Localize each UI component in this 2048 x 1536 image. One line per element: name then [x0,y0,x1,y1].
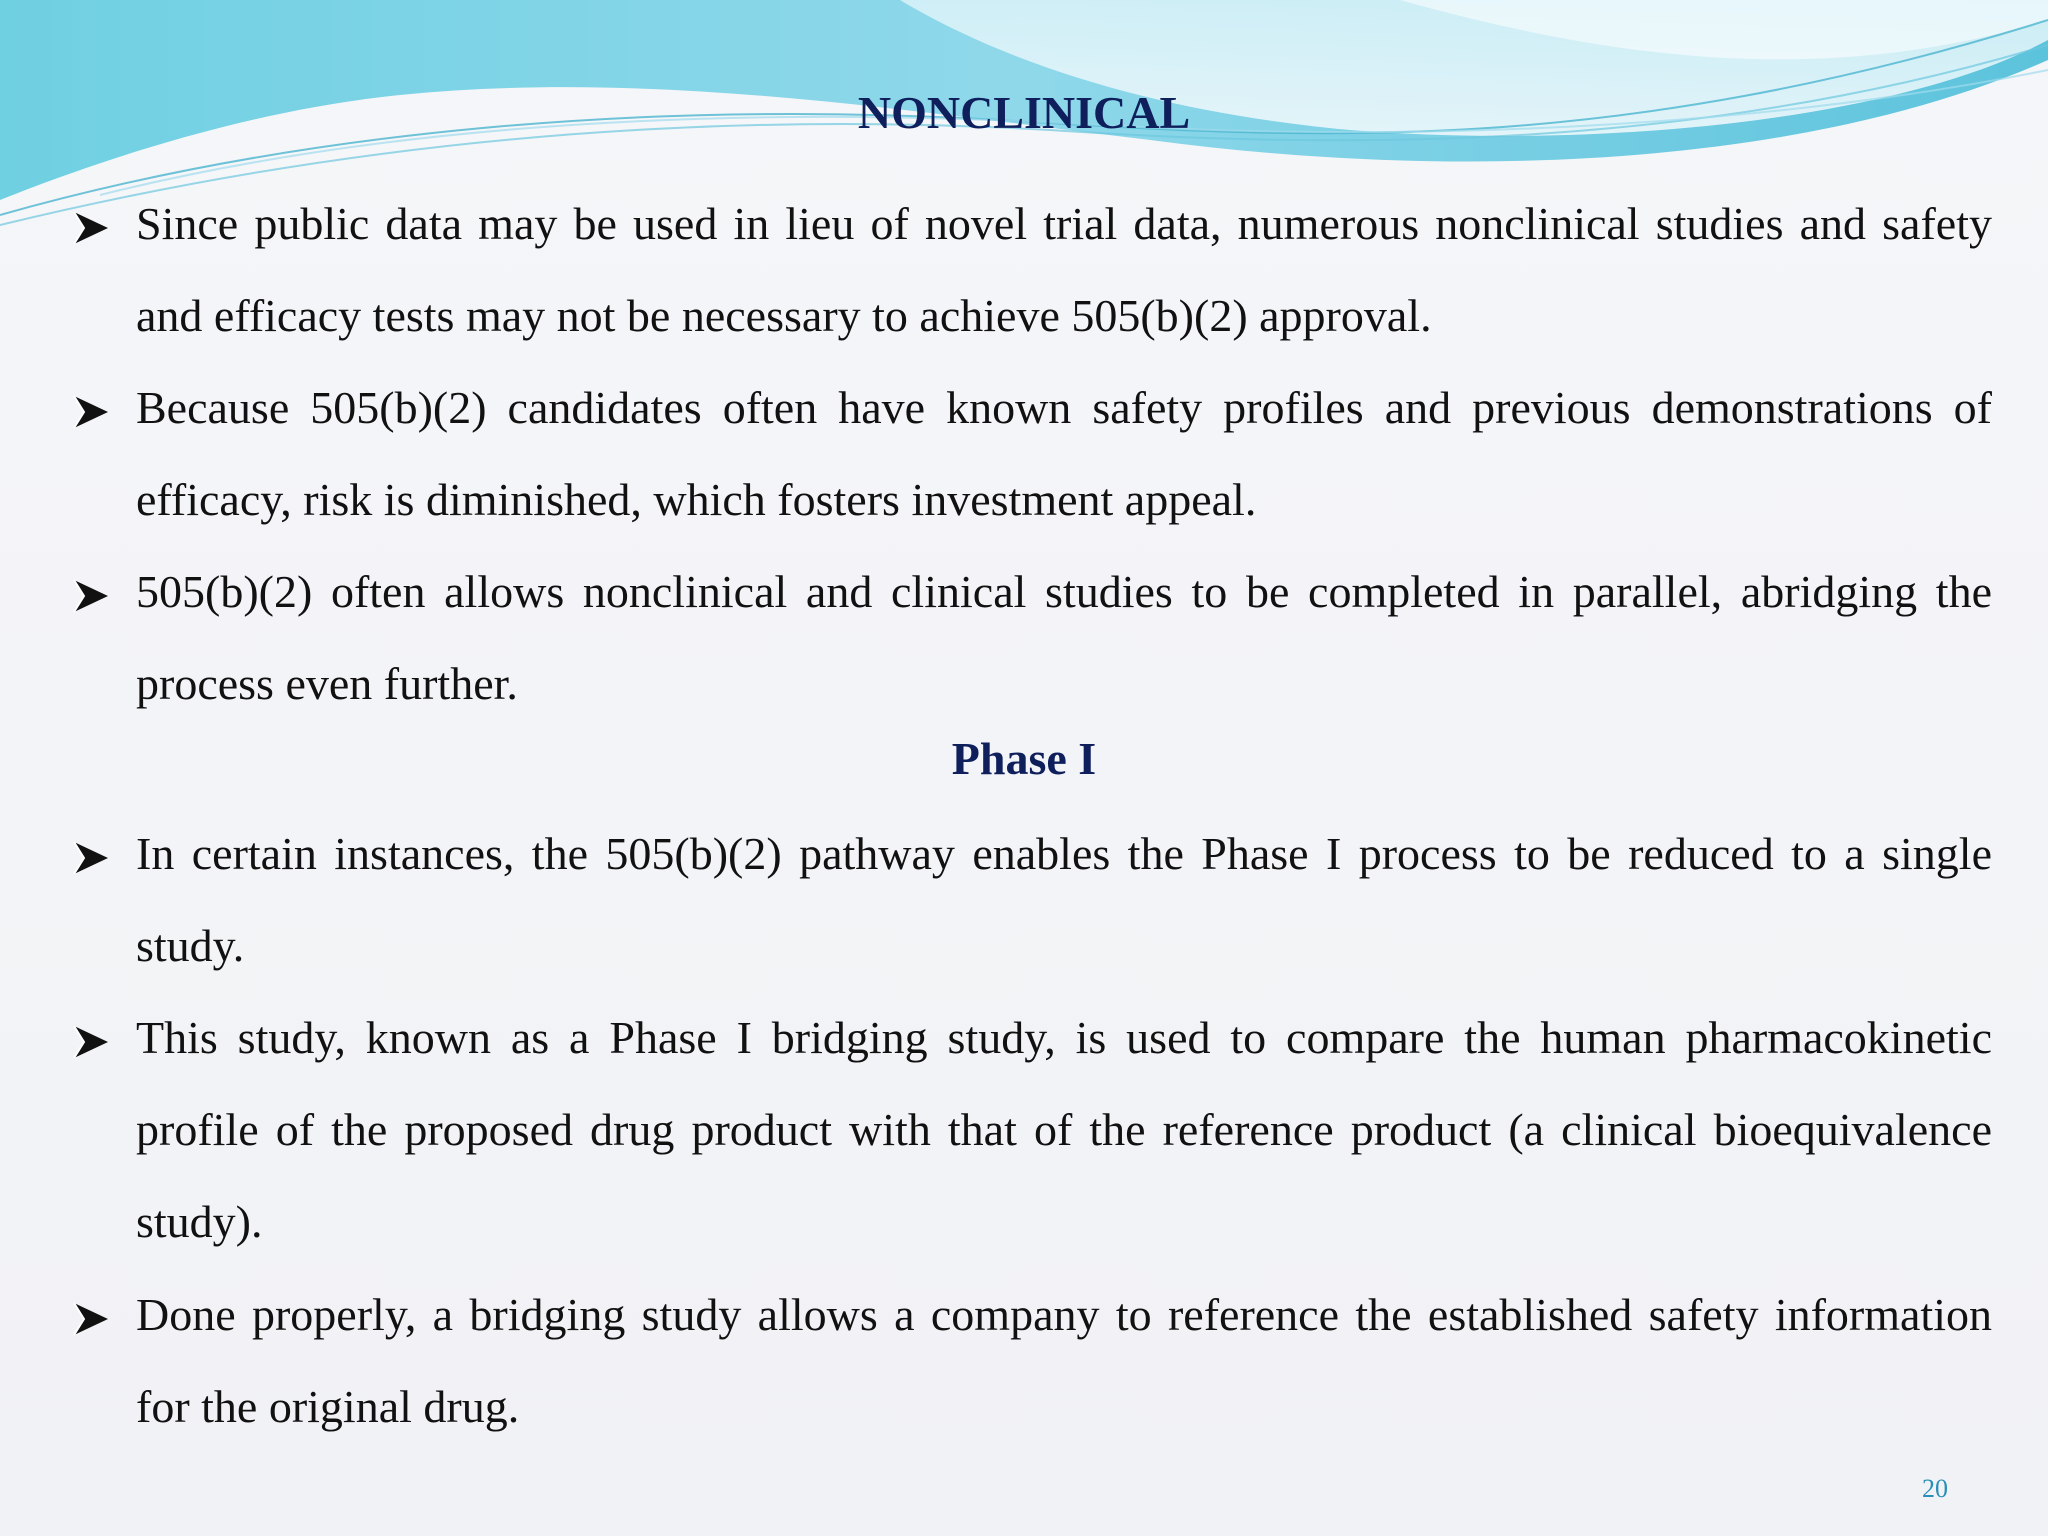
bullet-text: In certain instances, the 505(b)(2) pathway enables the Phase I process to be reduced to a single study. [136,828,1992,971]
bullet-item [72,828,1992,992]
arrowhead-bullet-icon [72,576,112,616]
arrowhead-bullet-icon [72,208,112,248]
bullet-text: Because 505(b)(2) candidates often have known safety profiles and previous demonstrations of efficacy, risk is diminished, which fosters investment appeal. [136,382,1992,525]
bullet-item [72,1289,1992,1453]
bullet-item [72,382,1992,546]
bullet-item [72,566,1992,730]
bullet-text: This study, known as a Phase I bridging study, is used to compare the human pharmacokinetic profile of the proposed drug product with that of the reference product (a clinical bioequivalence study). [136,1012,1992,1247]
arrowhead-bullet-icon [72,1299,112,1339]
section-heading-phase-i: Phase I [951,733,1097,784]
section-heading-nonclinical: NONCLINICAL [857,87,1191,138]
arrowhead-bullet-icon [72,838,112,878]
arrowhead-bullet-icon [72,392,112,432]
page-number: 20 [1922,1474,1948,1503]
bullet-item [72,198,1992,362]
bullet-text: Since public data may be used in lieu of novel trial data, numerous nonclinical studies and safety and efficacy tests may not be necessary to achieve 505(b)(2) approval. [136,198,1992,341]
bullet-text: Done properly, a bridging study allows a company to reference the established safety information for the original drug. [136,1289,1992,1432]
arrowhead-bullet-icon [72,1022,112,1062]
bullet-text: 505(b)(2) often allows nonclinical and clinical studies to be completed in parallel, abridging the process even further. [136,566,1992,709]
bullet-item [72,1012,1992,1268]
